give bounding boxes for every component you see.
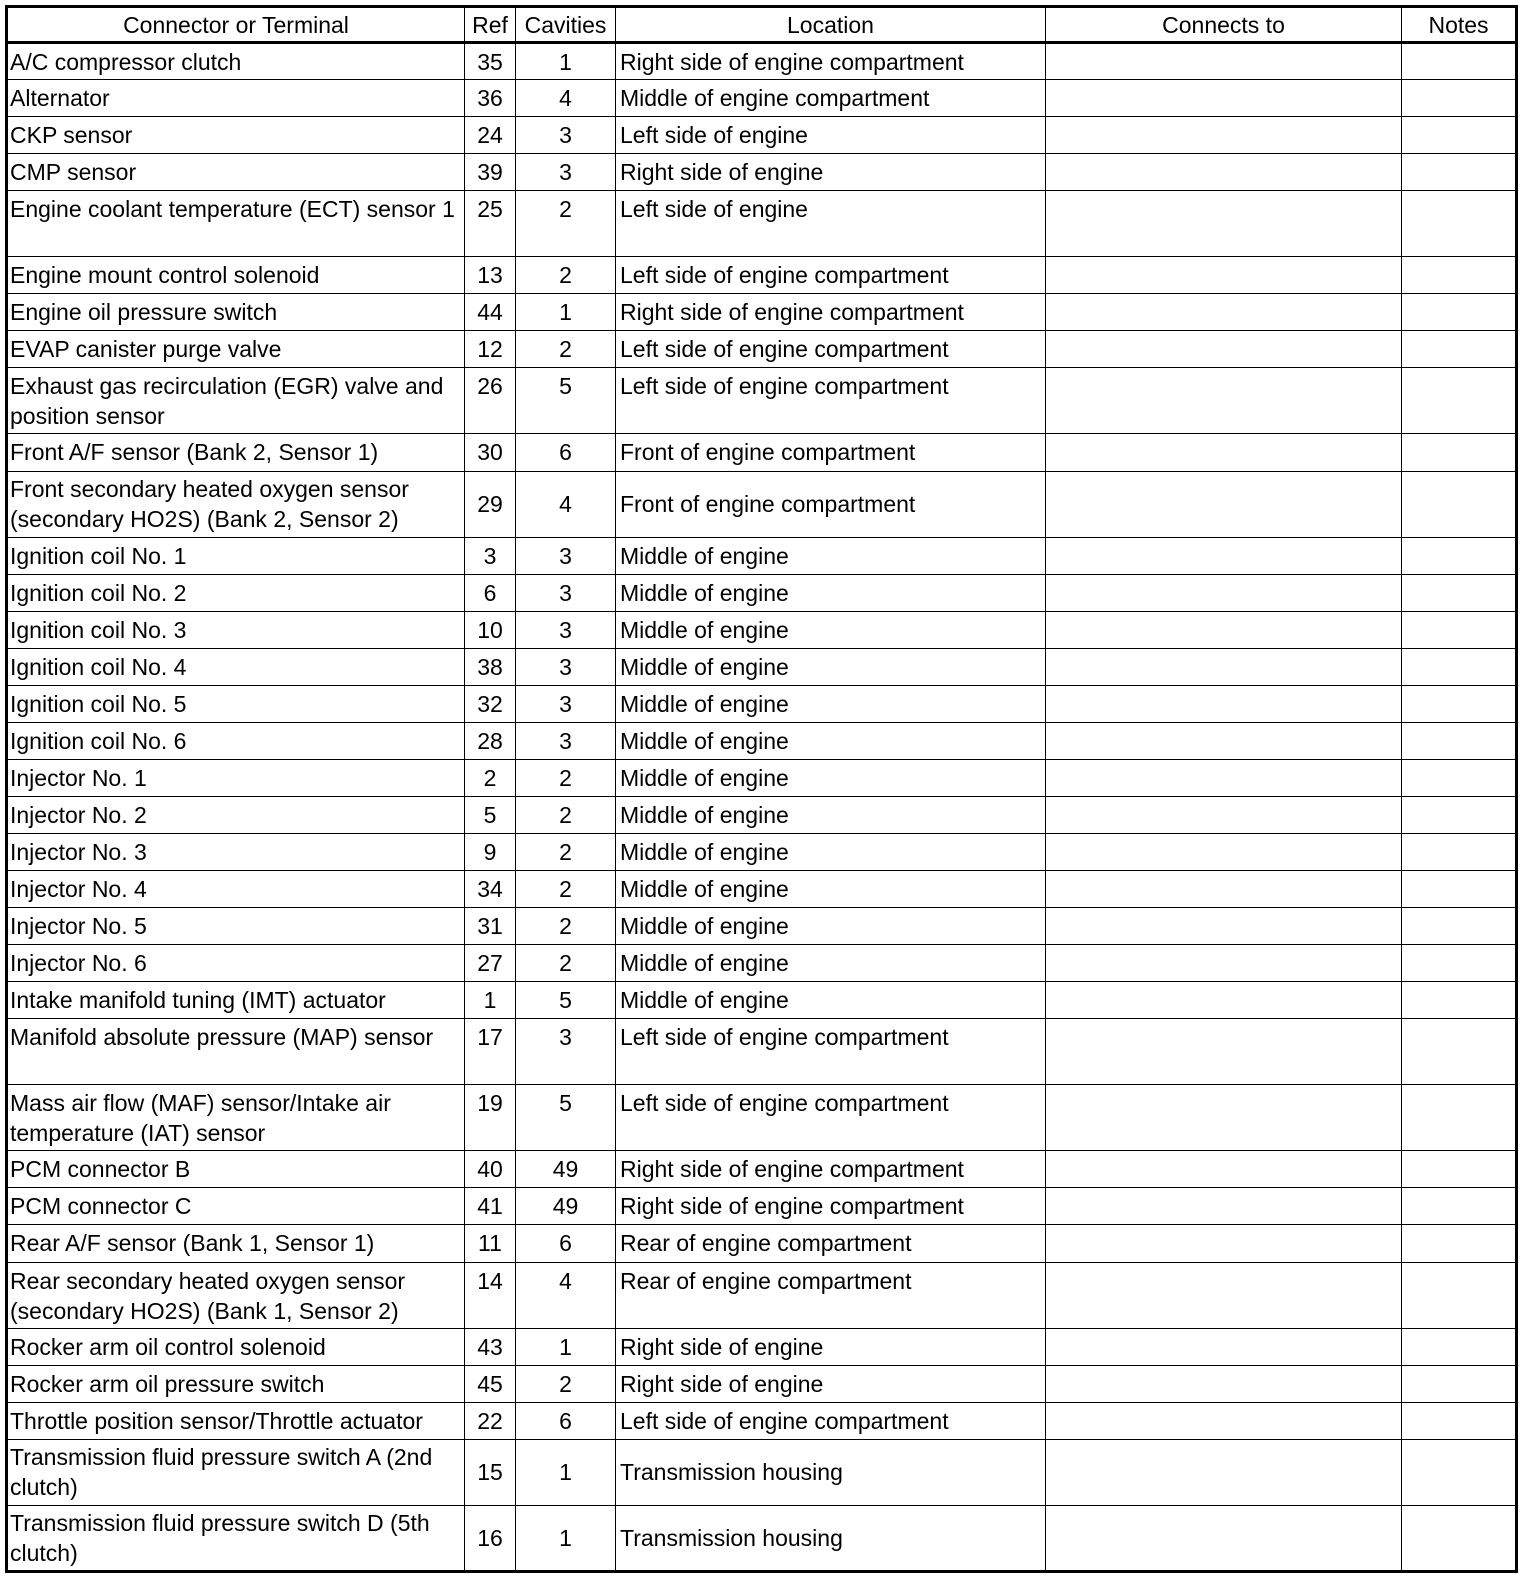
cavities-count: 2 <box>516 908 616 945</box>
location: Right side of engine compartment <box>616 43 1046 80</box>
table-row <box>7 1328 1517 1365</box>
connects-to-cell <box>1046 1085 1402 1151</box>
connector-name: Exhaust gas recirculation (EGR) valve and position sensor <box>7 368 465 434</box>
location: Transmission housing <box>616 1505 1046 1571</box>
location: Right side of engine compartment <box>616 294 1046 331</box>
notes-cell <box>1402 434 1517 471</box>
table-row <box>7 117 1517 154</box>
ref-number: 11 <box>465 1225 516 1262</box>
location: Front of engine compartment <box>616 471 1046 537</box>
connector-name: Transmission fluid pressure switch A (2nd clutch) <box>7 1439 465 1505</box>
connects-to-cell <box>1046 1328 1402 1365</box>
table-row <box>7 574 1517 611</box>
table-row <box>7 833 1517 870</box>
table-row <box>7 1262 1517 1328</box>
ref-number: 15 <box>465 1439 516 1505</box>
table-row <box>7 1019 1517 1085</box>
cavities-count: 3 <box>516 154 616 191</box>
ref-number: 45 <box>465 1365 516 1402</box>
location: Right side of engine <box>616 1328 1046 1365</box>
cavities-count: 6 <box>516 434 616 471</box>
connector-name: Ignition coil No. 1 <box>7 537 465 574</box>
connector-name: Engine oil pressure switch <box>7 294 465 331</box>
location: Rear of engine compartment <box>616 1262 1046 1328</box>
connector-name: Ignition coil No. 2 <box>7 574 465 611</box>
ref-number: 36 <box>465 80 516 117</box>
location: Middle of engine <box>616 871 1046 908</box>
connects-to-cell <box>1046 1402 1402 1439</box>
cavities-count: 2 <box>516 1365 616 1402</box>
ref-number: 35 <box>465 43 516 80</box>
table-row <box>7 191 1517 257</box>
cavities-count: 5 <box>516 1085 616 1151</box>
table-row <box>7 759 1517 796</box>
location: Middle of engine <box>616 982 1046 1019</box>
notes-cell <box>1402 80 1517 117</box>
cavities-count: 3 <box>516 574 616 611</box>
connects-to-cell <box>1046 833 1402 870</box>
connector-table <box>5 5 1518 1573</box>
location: Middle of engine <box>616 648 1046 685</box>
table-row <box>7 434 1517 471</box>
notes-cell <box>1402 1439 1517 1505</box>
connects-to-cell <box>1046 80 1402 117</box>
connects-to-cell <box>1046 796 1402 833</box>
location: Middle of engine <box>616 908 1046 945</box>
cavities-count: 3 <box>516 722 616 759</box>
cavities-count: 3 <box>516 117 616 154</box>
cavities-count: 6 <box>516 1225 616 1262</box>
ref-number: 6 <box>465 574 516 611</box>
table-row <box>7 368 1517 434</box>
connector-table-sheet <box>5 5 1515 1573</box>
location: Middle of engine <box>616 796 1046 833</box>
ref-number: 17 <box>465 1019 516 1085</box>
table-row <box>7 796 1517 833</box>
location: Left side of engine compartment <box>616 1402 1046 1439</box>
location: Transmission housing <box>616 1439 1046 1505</box>
connects-to-cell <box>1046 257 1402 294</box>
notes-cell <box>1402 648 1517 685</box>
notes-cell <box>1402 945 1517 982</box>
notes-cell <box>1402 368 1517 434</box>
notes-cell <box>1402 574 1517 611</box>
connects-to-cell <box>1046 1505 1402 1571</box>
connects-to-cell <box>1046 471 1402 537</box>
table-body <box>7 43 1517 1572</box>
cavities-count: 3 <box>516 611 616 648</box>
notes-cell <box>1402 1151 1517 1188</box>
ref-number: 2 <box>465 759 516 796</box>
connector-name: Injector No. 4 <box>7 871 465 908</box>
notes-cell <box>1402 722 1517 759</box>
location: Left side of engine compartment <box>616 1019 1046 1085</box>
connector-name: Engine coolant temperature (ECT) sensor 1 <box>7 191 465 257</box>
cavities-count: 3 <box>516 1019 616 1085</box>
connects-to-cell <box>1046 294 1402 331</box>
connector-name: Manifold absolute pressure (MAP) sensor <box>7 1019 465 1085</box>
connects-to-cell <box>1046 574 1402 611</box>
ref-number: 30 <box>465 434 516 471</box>
location: Left side of engine compartment <box>616 1085 1046 1151</box>
location: Left side of engine <box>616 191 1046 257</box>
cavities-count: 2 <box>516 759 616 796</box>
notes-cell <box>1402 833 1517 870</box>
cavities-count: 5 <box>516 982 616 1019</box>
location: Right side of engine compartment <box>616 1188 1046 1225</box>
connector-name: Injector No. 1 <box>7 759 465 796</box>
table-row <box>7 80 1517 117</box>
cavities-count: 3 <box>516 648 616 685</box>
connector-name: Front secondary heated oxygen sensor (secondary HO2S) (Bank 2, Sensor 2) <box>7 471 465 537</box>
location: Middle of engine <box>616 945 1046 982</box>
table-row <box>7 471 1517 537</box>
ref-number: 19 <box>465 1085 516 1151</box>
location: Right side of engine compartment <box>616 1151 1046 1188</box>
header-notes: Notes <box>1402 7 1517 43</box>
cavities-count: 3 <box>516 537 616 574</box>
cavities-count: 3 <box>516 685 616 722</box>
connector-name: Transmission fluid pressure switch D (5th clutch) <box>7 1505 465 1571</box>
ref-number: 10 <box>465 611 516 648</box>
connector-name: PCM connector B <box>7 1151 465 1188</box>
connector-name: Injector No. 6 <box>7 945 465 982</box>
notes-cell <box>1402 537 1517 574</box>
ref-number: 29 <box>465 471 516 537</box>
notes-cell <box>1402 331 1517 368</box>
cavities-count: 4 <box>516 471 616 537</box>
ref-number: 24 <box>465 117 516 154</box>
table-row <box>7 1439 1517 1505</box>
table-row <box>7 1188 1517 1225</box>
header-ref: Ref <box>465 7 516 43</box>
notes-cell <box>1402 796 1517 833</box>
cavities-count: 2 <box>516 833 616 870</box>
header-cavities: Cavities <box>516 7 616 43</box>
table-row <box>7 1365 1517 1402</box>
connects-to-cell <box>1046 434 1402 471</box>
notes-cell <box>1402 908 1517 945</box>
table-row <box>7 685 1517 722</box>
location: Middle of engine <box>616 574 1046 611</box>
connects-to-cell <box>1046 1225 1402 1262</box>
table-row <box>7 1402 1517 1439</box>
ref-number: 22 <box>465 1402 516 1439</box>
notes-cell <box>1402 1365 1517 1402</box>
connects-to-cell <box>1046 611 1402 648</box>
ref-number: 16 <box>465 1505 516 1571</box>
cavities-count: 1 <box>516 1505 616 1571</box>
ref-number: 25 <box>465 191 516 257</box>
location: Middle of engine compartment <box>616 80 1046 117</box>
notes-cell <box>1402 43 1517 80</box>
location: Middle of engine <box>616 722 1046 759</box>
connector-name: Rocker arm oil control solenoid <box>7 1328 465 1365</box>
table-row <box>7 1505 1517 1571</box>
connector-name: Injector No. 2 <box>7 796 465 833</box>
ref-number: 3 <box>465 537 516 574</box>
connector-name: Rear secondary heated oxygen sensor (secondary HO2S) (Bank 1, Sensor 2) <box>7 1262 465 1328</box>
connects-to-cell <box>1046 722 1402 759</box>
table-row <box>7 982 1517 1019</box>
connector-name: Engine mount control solenoid <box>7 257 465 294</box>
notes-cell <box>1402 1188 1517 1225</box>
header-connector: Connector or Terminal <box>7 7 465 43</box>
cavities-count: 2 <box>516 191 616 257</box>
connects-to-cell <box>1046 1188 1402 1225</box>
cavities-count: 2 <box>516 331 616 368</box>
connects-to-cell <box>1046 537 1402 574</box>
notes-cell <box>1402 117 1517 154</box>
connects-to-cell <box>1046 368 1402 434</box>
connector-name: Ignition coil No. 6 <box>7 722 465 759</box>
connector-name: Mass air flow (MAF) sensor/Intake air temperature (IAT) sensor <box>7 1085 465 1151</box>
table-row <box>7 648 1517 685</box>
ref-number: 39 <box>465 154 516 191</box>
cavities-count: 49 <box>516 1151 616 1188</box>
location: Middle of engine <box>616 537 1046 574</box>
connects-to-cell <box>1046 331 1402 368</box>
notes-cell <box>1402 1085 1517 1151</box>
notes-cell <box>1402 294 1517 331</box>
connects-to-cell <box>1046 685 1402 722</box>
connects-to-cell <box>1046 191 1402 257</box>
ref-number: 12 <box>465 331 516 368</box>
notes-cell <box>1402 1505 1517 1571</box>
location: Middle of engine <box>616 611 1046 648</box>
connects-to-cell <box>1046 1439 1402 1505</box>
connector-name: Rear A/F sensor (Bank 1, Sensor 1) <box>7 1225 465 1262</box>
notes-cell <box>1402 759 1517 796</box>
table-row <box>7 537 1517 574</box>
table-row <box>7 871 1517 908</box>
ref-number: 26 <box>465 368 516 434</box>
connects-to-cell <box>1046 759 1402 796</box>
table-row <box>7 294 1517 331</box>
cavities-count: 5 <box>516 368 616 434</box>
notes-cell <box>1402 1019 1517 1085</box>
connector-name: Throttle position sensor/Throttle actuator <box>7 1402 465 1439</box>
table-row <box>7 257 1517 294</box>
location: Rear of engine compartment <box>616 1225 1046 1262</box>
cavities-count: 1 <box>516 1439 616 1505</box>
ref-number: 38 <box>465 648 516 685</box>
notes-cell <box>1402 1225 1517 1262</box>
connects-to-cell <box>1046 982 1402 1019</box>
notes-cell <box>1402 191 1517 257</box>
location: Right side of engine <box>616 154 1046 191</box>
table-row <box>7 908 1517 945</box>
header-row <box>7 7 1517 43</box>
ref-number: 28 <box>465 722 516 759</box>
location: Left side of engine compartment <box>616 331 1046 368</box>
cavities-count: 4 <box>516 1262 616 1328</box>
header-location: Location <box>616 7 1046 43</box>
ref-number: 5 <box>465 796 516 833</box>
cavities-count: 49 <box>516 1188 616 1225</box>
cavities-count: 6 <box>516 1402 616 1439</box>
notes-cell <box>1402 257 1517 294</box>
connector-name: Ignition coil No. 3 <box>7 611 465 648</box>
notes-cell <box>1402 1402 1517 1439</box>
ref-number: 32 <box>465 685 516 722</box>
cavities-count: 1 <box>516 1328 616 1365</box>
table-row <box>7 1085 1517 1151</box>
connector-name: Alternator <box>7 80 465 117</box>
connector-name: Ignition coil No. 4 <box>7 648 465 685</box>
connects-to-cell <box>1046 648 1402 685</box>
connector-name: PCM connector C <box>7 1188 465 1225</box>
location: Left side of engine compartment <box>616 257 1046 294</box>
cavities-count: 2 <box>516 871 616 908</box>
ref-number: 34 <box>465 871 516 908</box>
connector-name: Front A/F sensor (Bank 2, Sensor 1) <box>7 434 465 471</box>
location: Middle of engine <box>616 833 1046 870</box>
notes-cell <box>1402 154 1517 191</box>
table-row <box>7 331 1517 368</box>
connector-name: Rocker arm oil pressure switch <box>7 1365 465 1402</box>
table-row <box>7 1151 1517 1188</box>
location: Left side of engine <box>616 117 1046 154</box>
ref-number: 27 <box>465 945 516 982</box>
ref-number: 31 <box>465 908 516 945</box>
connector-name: CKP sensor <box>7 117 465 154</box>
connects-to-cell <box>1046 1262 1402 1328</box>
connects-to-cell <box>1046 945 1402 982</box>
location: Middle of engine <box>616 685 1046 722</box>
table-row <box>7 43 1517 80</box>
connects-to-cell <box>1046 117 1402 154</box>
connector-name: Injector No. 5 <box>7 908 465 945</box>
location: Left side of engine compartment <box>616 368 1046 434</box>
notes-cell <box>1402 685 1517 722</box>
ref-number: 41 <box>465 1188 516 1225</box>
connects-to-cell <box>1046 1019 1402 1085</box>
location: Front of engine compartment <box>616 434 1046 471</box>
cavities-count: 1 <box>516 294 616 331</box>
cavities-count: 4 <box>516 80 616 117</box>
connector-name: Injector No. 3 <box>7 833 465 870</box>
ref-number: 13 <box>465 257 516 294</box>
ref-number: 1 <box>465 982 516 1019</box>
header-connects-to: Connects to <box>1046 7 1402 43</box>
connects-to-cell <box>1046 1365 1402 1402</box>
connects-to-cell <box>1046 154 1402 191</box>
location: Middle of engine <box>616 759 1046 796</box>
table-row <box>7 722 1517 759</box>
table-row <box>7 154 1517 191</box>
connector-name: Ignition coil No. 5 <box>7 685 465 722</box>
ref-number: 44 <box>465 294 516 331</box>
ref-number: 14 <box>465 1262 516 1328</box>
cavities-count: 2 <box>516 257 616 294</box>
connects-to-cell <box>1046 43 1402 80</box>
connects-to-cell <box>1046 908 1402 945</box>
table-row <box>7 945 1517 982</box>
notes-cell <box>1402 611 1517 648</box>
table-row <box>7 611 1517 648</box>
notes-cell <box>1402 871 1517 908</box>
location: Right side of engine <box>616 1365 1046 1402</box>
connector-name: CMP sensor <box>7 154 465 191</box>
cavities-count: 2 <box>516 945 616 982</box>
notes-cell <box>1402 471 1517 537</box>
table-row <box>7 1225 1517 1262</box>
connects-to-cell <box>1046 871 1402 908</box>
notes-cell <box>1402 1328 1517 1365</box>
ref-number: 43 <box>465 1328 516 1365</box>
connector-name: Intake manifold tuning (IMT) actuator <box>7 982 465 1019</box>
notes-cell <box>1402 1262 1517 1328</box>
ref-number: 40 <box>465 1151 516 1188</box>
connector-name: A/C compressor clutch <box>7 43 465 80</box>
notes-cell <box>1402 982 1517 1019</box>
cavities-count: 1 <box>516 43 616 80</box>
cavities-count: 2 <box>516 796 616 833</box>
connects-to-cell <box>1046 1151 1402 1188</box>
ref-number: 9 <box>465 833 516 870</box>
connector-name: EVAP canister purge valve <box>7 331 465 368</box>
